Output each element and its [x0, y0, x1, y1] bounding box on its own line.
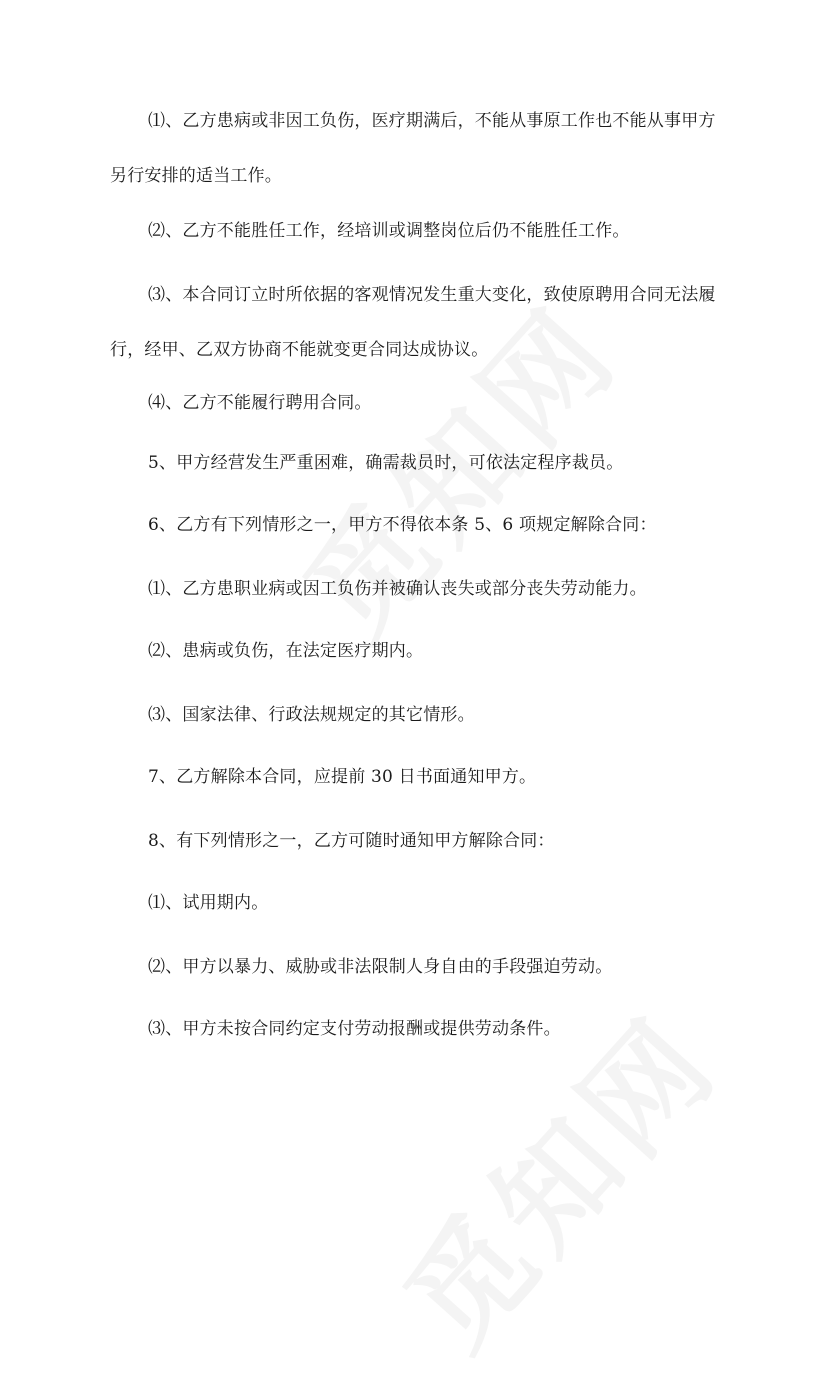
paragraph-item-6-clause-2: ⑵、患病或负伤，在法定医疗期内。 [148, 641, 424, 661]
paragraph-item-6: 6、乙方有下列情形之一，甲方不得依本条 5、6 项规定解除合同： [148, 515, 657, 535]
paragraph-item-6-clause-3: ⑶、国家法律、行政法规规定的其它情形。 [148, 705, 475, 725]
paragraph-item-8-clause-2: ⑵、甲方以暴力、威胁或非法限制人身自由的手段强迫劳动。 [148, 957, 613, 977]
paragraph-clause-4: ⑷、乙方不能履行聘用合同。 [148, 393, 372, 413]
paragraph-item-8: 8、有下列情形之一，乙方可随时通知甲方解除合同： [148, 831, 555, 851]
paragraph-item-5: 5、甲方经营发生严重困难，确需裁员时，可依法定程序裁员。 [148, 453, 624, 473]
paragraph-clause-2: ⑵、乙方不能胜任工作，经培训或调整岗位后仍不能胜任工作。 [148, 221, 630, 241]
paragraph-item-8-clause-3: ⑶、甲方未按合同约定支付劳动报酬或提供劳动条件。 [148, 1019, 561, 1039]
paragraph-item-8-clause-1: ⑴、试用期内。 [148, 893, 269, 913]
paragraph-clause-3: ⑶、本合同订立时所依据的客观情况发生重大变化，致使原聘用合同无法履行，经甲、乙双方协商不能就变更合同达成协议。 [110, 285, 716, 360]
paragraph-item-6-clause-1: ⑴、乙方患职业病或因工负伤并被确认丧失或部分丧失劳动能力。 [148, 579, 647, 599]
paragraph-clause-1: ⑴、乙方患病或非因工负伤，医疗期满后，不能从事原工作也不能从事甲方另行安排的适当工作。 [110, 111, 716, 186]
paragraph-item-7: 7、乙方解除本合同，应提前 30 日书面通知甲方。 [148, 767, 537, 787]
